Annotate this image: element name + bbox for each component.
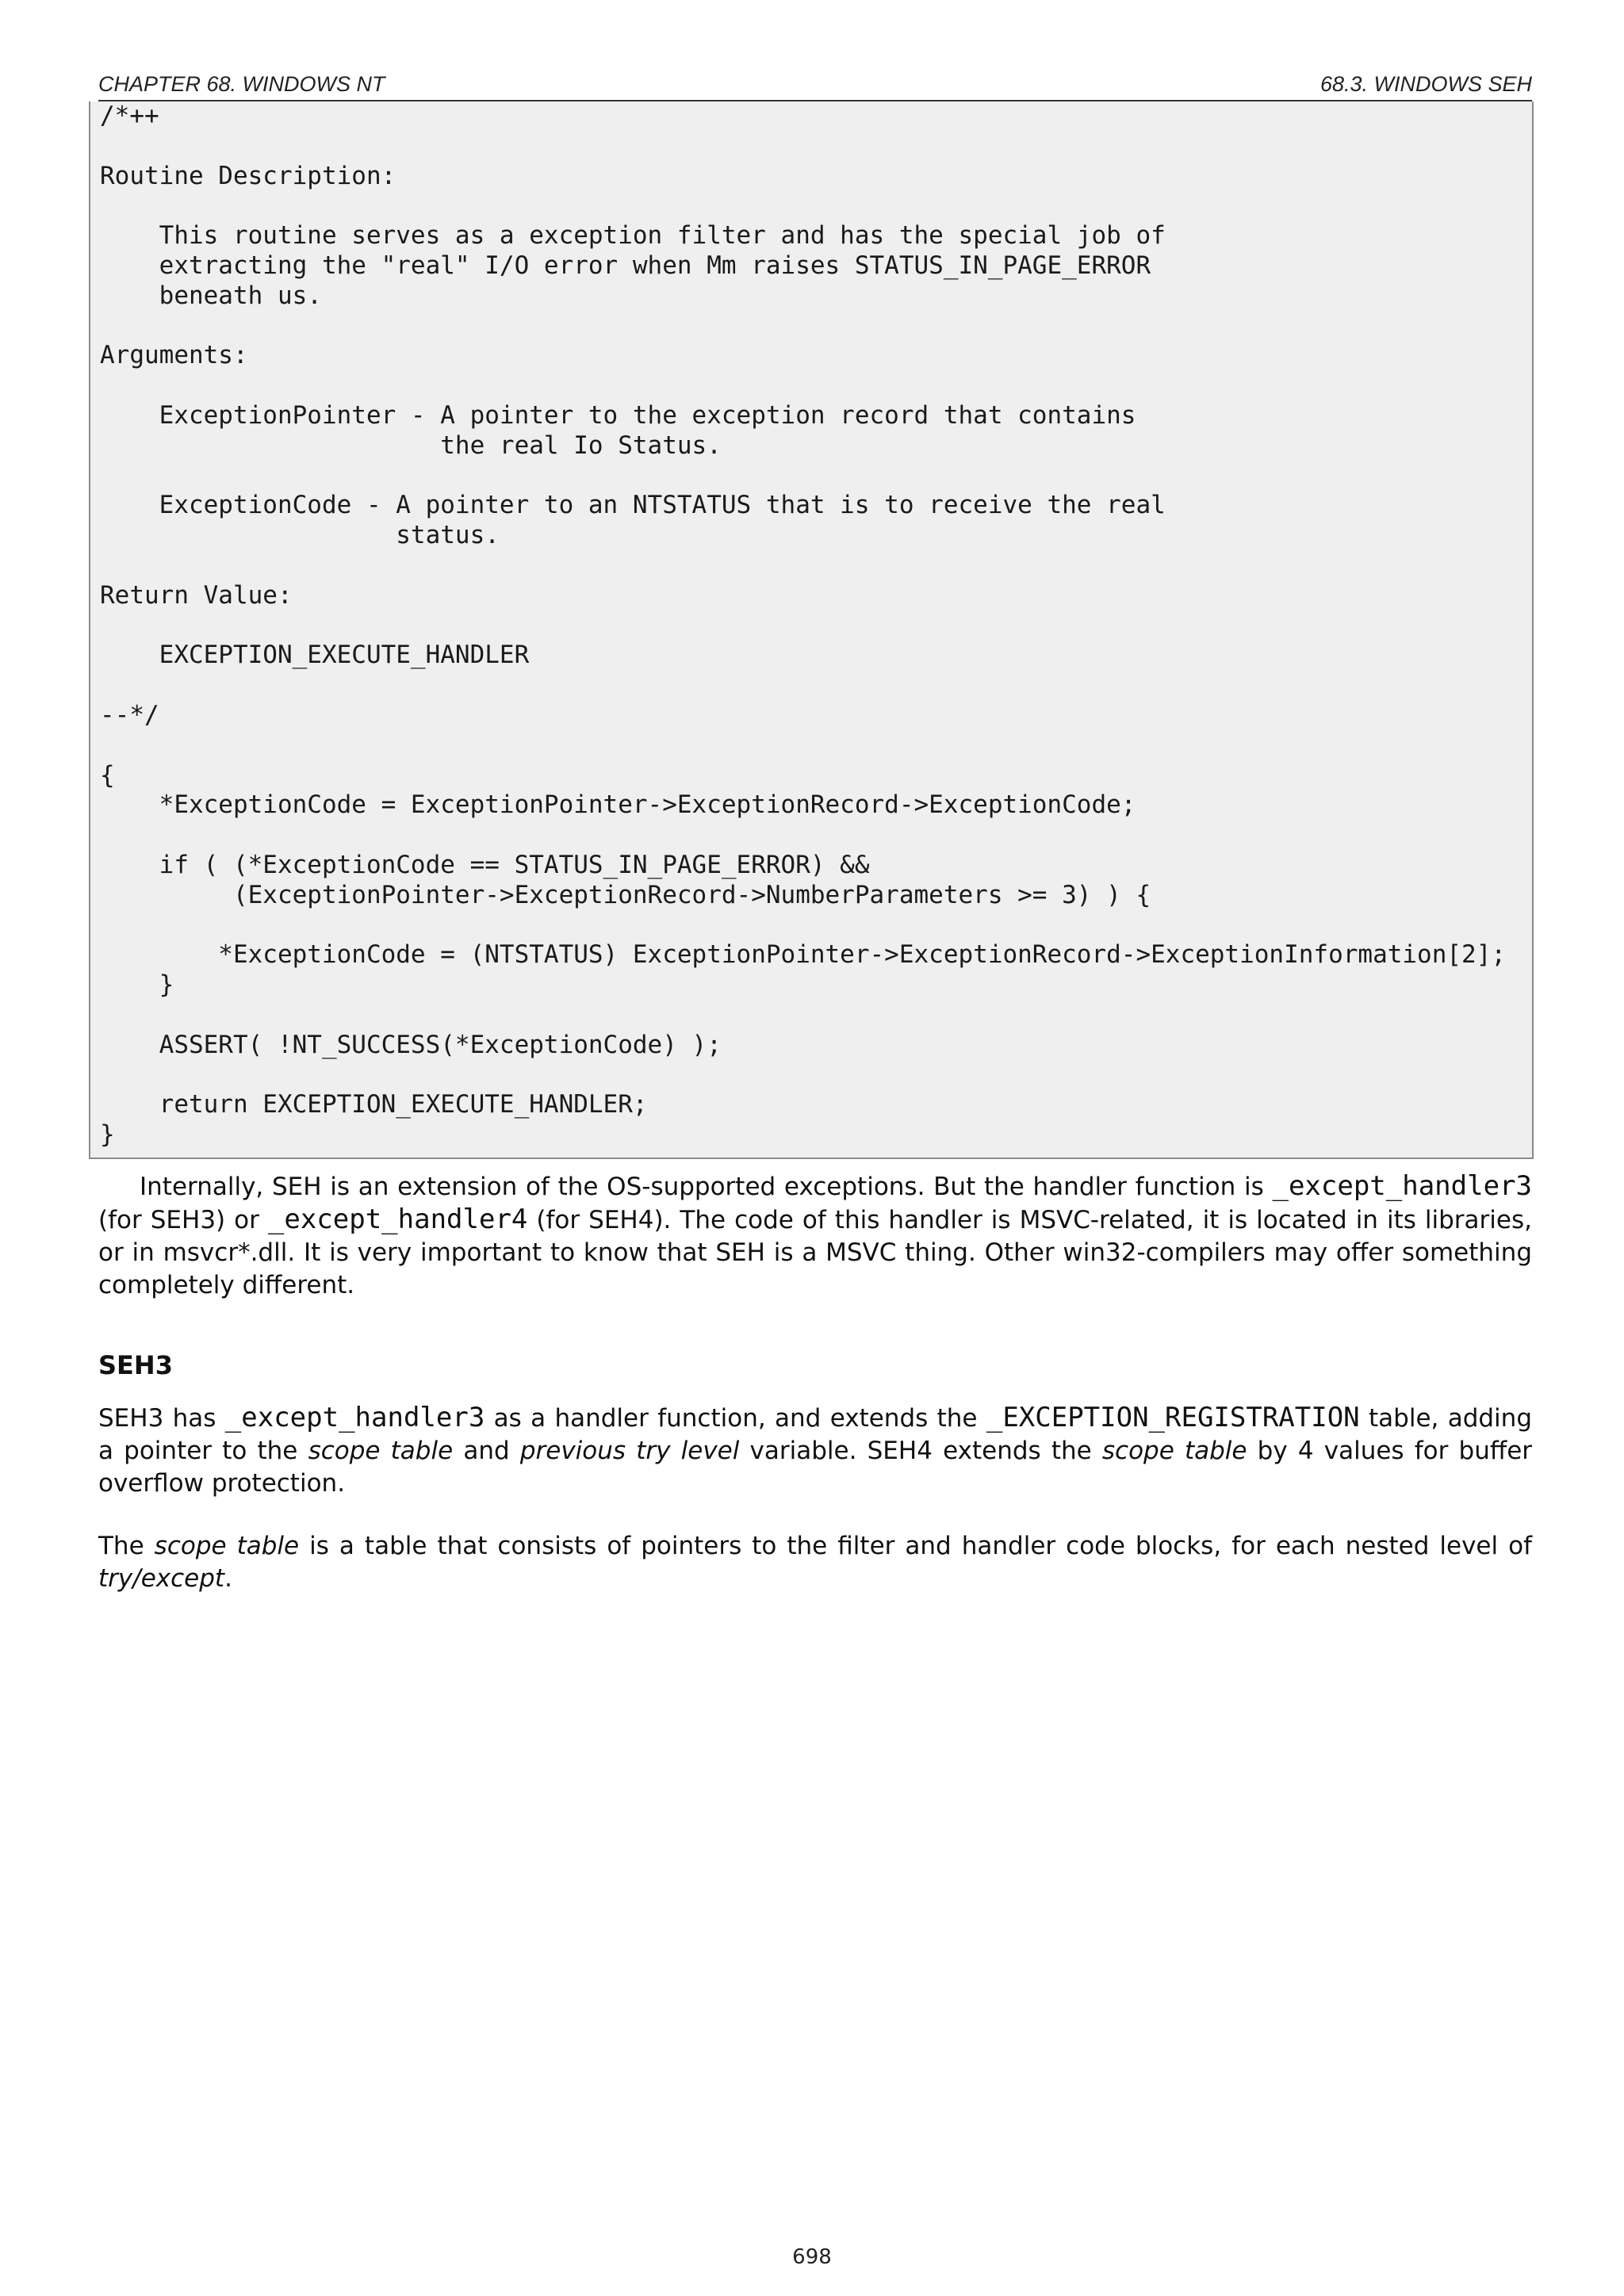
emphasis: scope table [154, 1532, 300, 1560]
text-run: table, adding a pointer to the [98, 1404, 1532, 1465]
text-run: . [224, 1564, 232, 1593]
text-run: and [453, 1437, 520, 1465]
text-run: The [98, 1532, 155, 1560]
text-run: is a table that consists of pointers to the filter and handler code blocks, for each nested level of [299, 1532, 1533, 1560]
text-run: Internally, SEH is an extension of the OS-supported exceptions. But the handler function is [140, 1173, 1273, 1201]
emphasis: previous try level [519, 1437, 740, 1465]
code-text: /*++ Routine Description: This routine serves as a exception filter and has the special job of extracting the "real" I/O error when Mm raises STATUS_IN_PAGE_ERROR beneath us. Arguments: ExceptionPointer - A pointer to the exception record that contains the real Io Status. ExceptionCode - A pointer to an NTSTATUS that is to receive the real status. Return Value: EXCEPTION_EXECUTE_HANDLER --*/ { *ExceptionCode = ExceptionPointer->ExceptionRecord->ExceptionCode; if ( (*ExceptionCode == STATUS_IN_PAGE_ERROR) && (ExceptionPointer->ExceptionRecord->NumberParameters >= 3) ) { *ExceptionCode = (NTSTATUS) ExceptionPointer->ExceptionRecord->ExceptionInformation[2]; } ASSERT( !NT_SUCCESS(*ExceptionCode) ); return EXCEPTION_EXECUTE_HANDLER; } [100, 101, 1507, 1150]
text-run: SEH3 has [98, 1404, 225, 1433]
paragraph-internally [98, 1170, 1532, 1302]
paragraph-seh3 [98, 1402, 1532, 1500]
section-title: 68.3. WINDOWS SEH [1320, 72, 1532, 96]
section-heading: SEH3 [98, 1350, 173, 1380]
text-run: (for SEH4). The code of this handler is MSVC-related, it is located in its libraries, or in msvcr*.dll. It is very important to know that SEH is a MSVC thing. Other win32-compilers may offer something completely different. [98, 1206, 1532, 1299]
running-header [98, 68, 1532, 101]
inline-code: _except_handler3 [1272, 1170, 1532, 1202]
page-number: 698 [792, 2245, 832, 2269]
emphasis: try/except [98, 1564, 225, 1593]
text-run: by 4 values for buffer overflow protection. [98, 1437, 1533, 1498]
inline-code: _EXCEPTION_REGISTRATION [986, 1402, 1360, 1433]
text-run: variable. SEH4 extends the [739, 1437, 1102, 1465]
chapter-title: CHAPTER 68. WINDOWS NT [98, 72, 385, 96]
text-run: as a handler function, and extends the [485, 1404, 986, 1433]
emphasis: scope table [308, 1437, 454, 1465]
code-listing [89, 101, 1534, 1159]
emphasis: scope table [1101, 1437, 1247, 1465]
text-run: (for SEH3) or [98, 1206, 268, 1234]
inline-code: _except_handler3 [224, 1402, 485, 1433]
paragraph-scope-table [98, 1530, 1532, 1595]
inline-code: _except_handler4 [267, 1203, 528, 1235]
